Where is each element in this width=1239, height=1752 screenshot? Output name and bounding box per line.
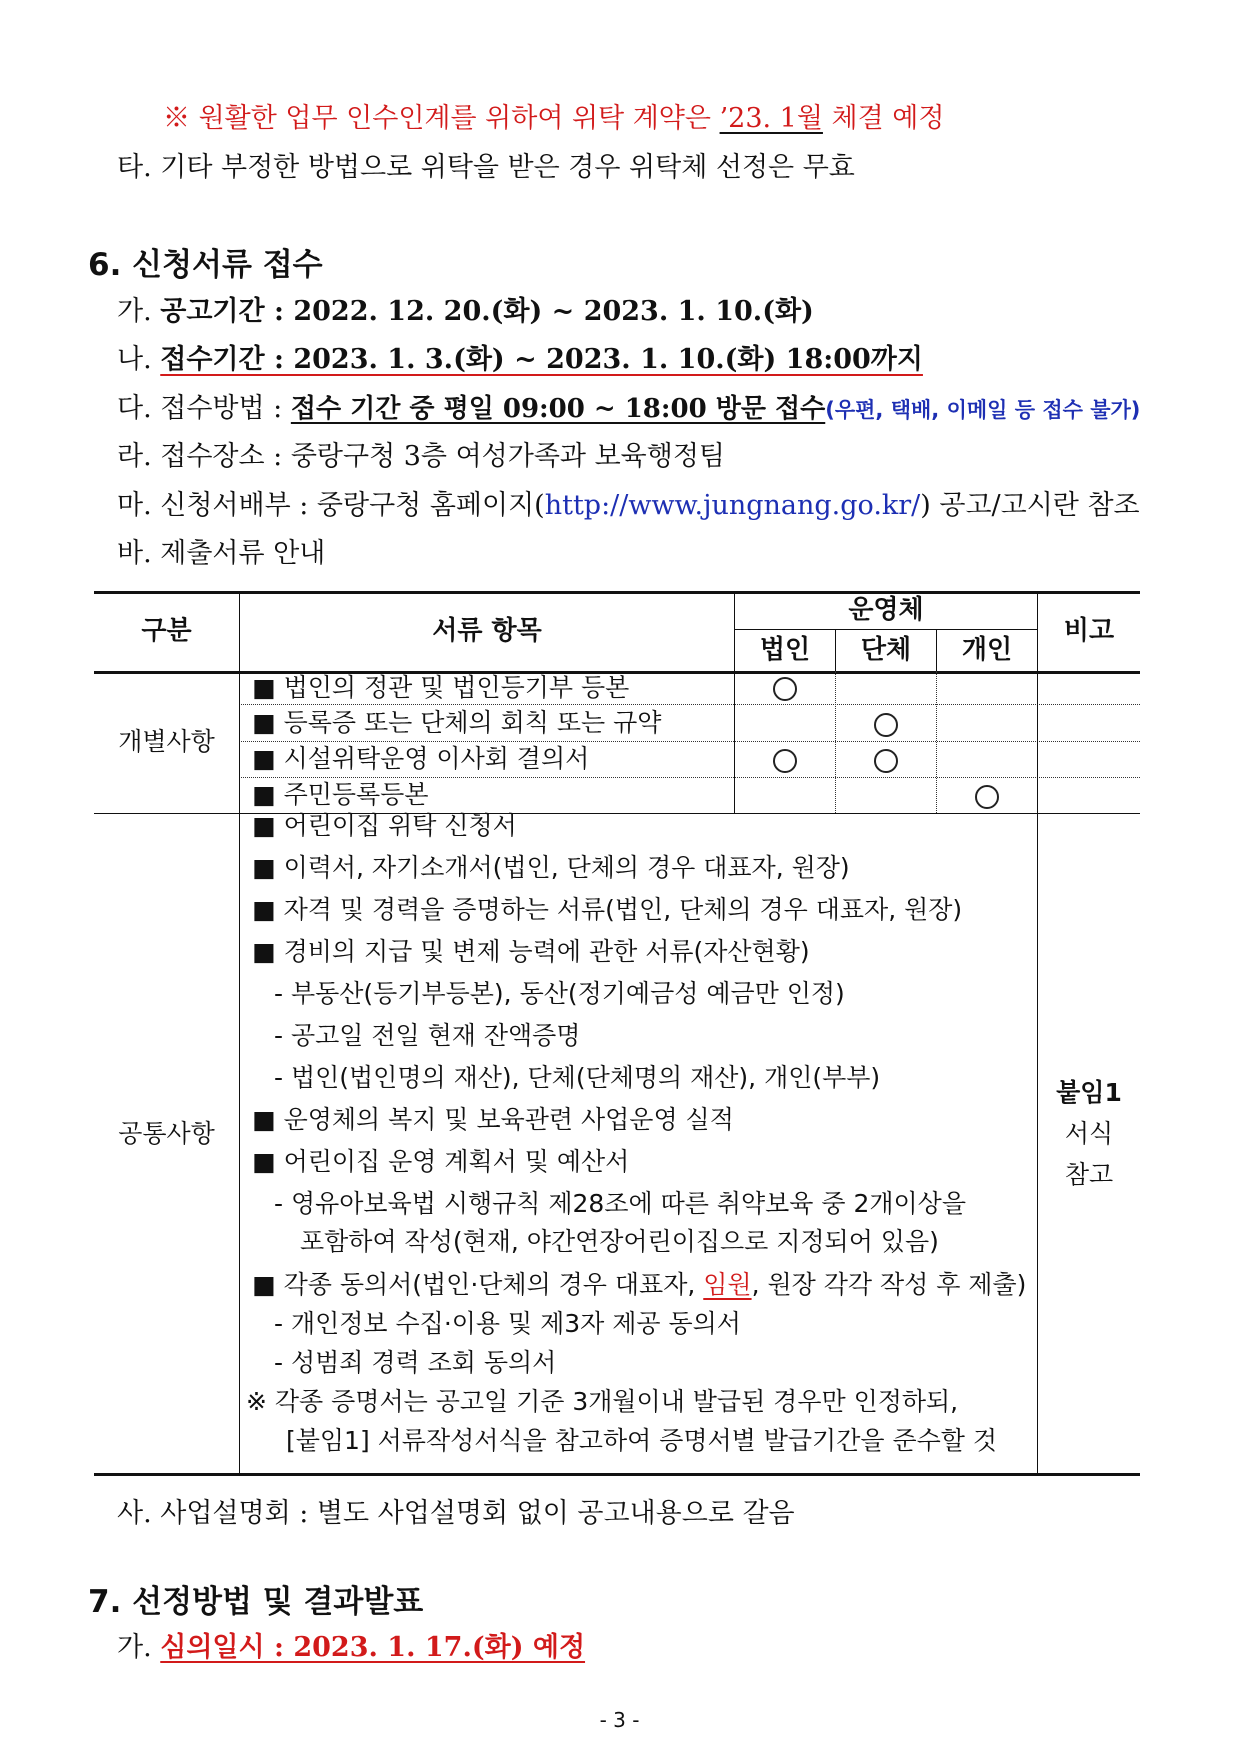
- common-remark: [붙임1] 서류작성서식을 참고하여 증명서별 발급기간을 준수할 것: [286, 1426, 997, 1455]
- item-ga7-label: 가.: [117, 1632, 161, 1663]
- item-da-note: (우편, 택배, 이메일 등 접수 불가): [825, 398, 1141, 422]
- item-ga-label: 가.: [117, 296, 161, 327]
- item-ma-prefix: 마. 신청서배부 : 중랑구청 홈페이지(: [117, 490, 545, 521]
- individual-row: ■ 법인의 정관 및 법인등기부 등본: [252, 673, 630, 702]
- individual-row: ■ 등록증 또는 단체의 회칙 또는 규약: [252, 708, 662, 737]
- table-col-divider: [936, 671, 937, 813]
- item-na-label: 나.: [117, 344, 161, 375]
- consent-officer: 임원: [703, 1270, 752, 1299]
- common-subline: - 성범죄 경력 조회 동의서: [274, 1348, 557, 1377]
- table-col-divider: [239, 591, 240, 1473]
- table-col-divider: [835, 671, 836, 813]
- table-row-divider: [241, 777, 1140, 778]
- header-group: 단체: [860, 635, 912, 665]
- header-person: 개인: [961, 635, 1013, 665]
- check-circle-group-row2: [874, 713, 898, 737]
- common-consent-line: [252, 1269, 1026, 1301]
- check-circle-corp-row1: [773, 677, 797, 701]
- intro-note: [163, 102, 944, 136]
- common-remark: ※ 각종 증명서는 공고일 기준 3개월이내 발급된 경우만 인정하되,: [246, 1387, 959, 1416]
- operator-subheader-divider: [734, 629, 1037, 630]
- documents-table: [94, 591, 1140, 1476]
- item-ta: 타. 기타 부정한 방법으로 위탁을 받은 경우 위탁체 선정은 무효: [117, 152, 855, 183]
- item-ga7-text: 심의일시 : 2023. 1. 17.(화) 예정: [160, 1632, 586, 1663]
- item-da-label: 다. 접수방법 :: [117, 393, 291, 424]
- common-label: 공통사항: [118, 1119, 215, 1148]
- intro-note-date: ’23. 1월: [719, 103, 823, 134]
- item-ga-text: 공고기간 : 2022. 12. 20.(화) ~ 2023. 1. 10.(화): [160, 296, 814, 327]
- item-ga-review: [117, 1631, 585, 1665]
- table-bottom-border: [94, 1473, 1140, 1476]
- header-operator: 운영체: [848, 595, 924, 625]
- item-da-text: 접수 기간 중 평일 09:00 ~ 18:00 방문 접수: [290, 394, 826, 424]
- table-row-divider: [241, 741, 1140, 742]
- common-subline: - 공고일 전일 현재 잔액증명: [274, 1021, 581, 1050]
- item-sa: 사. 사업설명회 : 별도 사업설명회 없이 공고내용으로 갈음: [117, 1498, 795, 1529]
- note-attachment: 붙임1: [1056, 1078, 1122, 1107]
- item-na-period: [117, 343, 923, 377]
- common-subline: - 개인정보 수집·이용 및 제3자 제공 동의서: [274, 1309, 741, 1338]
- header-category: 구분: [141, 616, 192, 646]
- common-line: ■ 자격 및 경력을 증명하는 서류(법인, 단체의 경우 대표자, 원장): [252, 895, 963, 924]
- common-line: ■ 어린이집 운영 계획서 및 예산서: [252, 1147, 630, 1176]
- common-subline: 포함하여 작성(현재, 야간연장어린이집으로 지정되어 있음): [300, 1227, 939, 1256]
- item-ra-place: 라. 접수장소 : 중랑구청 3층 여성가족과 보육행정팀: [117, 441, 725, 472]
- individual-row: ■ 주민등록등본: [252, 780, 429, 809]
- item-ga-period: [117, 295, 814, 329]
- individual-label: 개별사항: [118, 727, 215, 756]
- note-reference: 참고: [1064, 1160, 1114, 1189]
- item-ma-suffix: ) 공고/고시란 참조: [920, 490, 1140, 521]
- table-col-divider: [1037, 591, 1038, 1473]
- common-line: ■ 운영체의 복지 및 보육관련 사업운영 실적: [252, 1105, 734, 1134]
- common-line: ■ 어린이집 위탁 신청서: [252, 811, 517, 840]
- consent-suffix: , 원장 각각 작성 후 제출): [751, 1270, 1027, 1299]
- common-line: ■ 경비의 지급 및 변제 능력에 관한 서류(자산현황): [252, 937, 810, 966]
- table-section-divider: [94, 813, 1140, 814]
- section6-title: 6. 신청서류 접수: [88, 247, 323, 283]
- item-da-method: [117, 392, 1140, 427]
- common-subline: - 부동산(등기부등본), 동산(정기예금성 예금만 인정): [274, 979, 845, 1008]
- header-corp: 법인: [759, 635, 811, 665]
- check-circle-person-row4: [975, 785, 999, 809]
- consent-prefix: ■ 각종 동의서(법인·단체의 경우 대표자,: [252, 1270, 704, 1299]
- section7-title: 7. 선정방법 및 결과발표: [88, 1584, 424, 1620]
- check-circle-corp-row3: [773, 749, 797, 773]
- homepage-link[interactable]: http://www.jungnang.go.kr/: [544, 490, 921, 521]
- intro-note-suffix: 체결 예정: [822, 103, 945, 134]
- individual-row: ■ 시설위탁운영 이사회 결의서: [252, 744, 590, 773]
- header-note: 비고: [1063, 616, 1115, 646]
- item-na-text: 접수기간 : 2023. 1. 3.(화) ~ 2023. 1. 10.(화) 18:00까지: [160, 344, 923, 375]
- intro-note-prefix: ※ 원활한 업무 인수인계를 위하여 위탁 계약은: [163, 103, 720, 134]
- check-circle-group-row3: [874, 749, 898, 773]
- item-ma-form: [117, 489, 1140, 523]
- table-row-divider: [241, 704, 1140, 705]
- note-form: 서식: [1064, 1119, 1114, 1148]
- common-subline: - 법인(법인명의 재산), 단체(단체명의 재산), 개인(부부): [274, 1063, 881, 1092]
- common-subline: - 영유아보육법 시행규칙 제28조에 따른 취약보육 중 2개이상을: [274, 1189, 966, 1218]
- item-ba-docs: 바. 제출서류 안내: [117, 538, 326, 569]
- header-items: 서류 항목: [432, 616, 542, 646]
- common-line: ■ 이력서, 자기소개서(법인, 단체의 경우 대표자, 원장): [252, 853, 850, 882]
- page-number: - 3 -: [599, 1708, 640, 1732]
